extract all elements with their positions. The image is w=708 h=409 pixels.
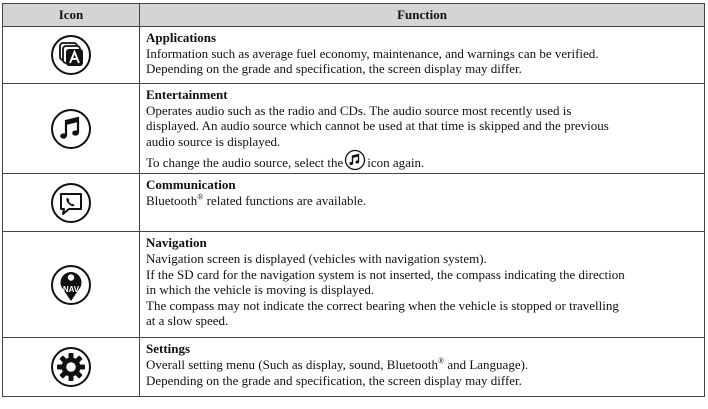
settings-icon — [49, 345, 93, 389]
row-title: Navigation — [146, 235, 207, 251]
row-text: in which the vehicle is moving is displayed. — [146, 282, 375, 298]
inline-text-before: To change the audio source, select the — [146, 155, 344, 171]
nav-icon-label: NAV — [62, 284, 80, 294]
icon-cell — [3, 338, 140, 397]
header-function: Function — [140, 4, 705, 27]
function-cell — [140, 338, 705, 397]
function-cell — [140, 84, 705, 174]
communication-icon — [49, 181, 93, 225]
table-row — [3, 338, 705, 397]
icon-cell — [3, 174, 140, 232]
applications-icon — [49, 33, 93, 77]
registered-mark: ® — [197, 192, 204, 202]
header-icon: Icon — [3, 4, 140, 27]
entertainment-icon — [49, 107, 93, 151]
table-row — [3, 84, 705, 174]
navigation-icon — [49, 263, 93, 307]
row-text: Operates audio such as the radio and CDs. The audio source most recently used is — [146, 102, 572, 118]
bluetooth-word: Bluetooth — [146, 192, 198, 208]
function-cell — [140, 27, 705, 84]
registered-mark: ® — [437, 356, 445, 366]
row-text: at a slow speed. — [146, 313, 229, 329]
function-cell — [140, 174, 705, 232]
row-text: displayed. An audio source which cannot be used at that time is skipped and the previous — [146, 118, 609, 134]
function-table — [2, 3, 705, 397]
row-text-part: Overall setting menu (Such as display, sound, Bluetooth — [146, 356, 438, 372]
icon-cell — [3, 27, 140, 84]
icon-cell — [3, 232, 140, 338]
icon-cell — [3, 84, 140, 174]
row-text: Depending on the grade and specification, the screen display may differ. — [146, 61, 522, 77]
row-text: If the SD card for the navigation system is not inserted, the compass indicating the direction — [146, 266, 625, 282]
row-text-part: and Language). — [444, 356, 529, 372]
table-row — [3, 27, 705, 84]
row-title: Applications — [146, 30, 217, 45]
row-text: Depending on the grade and specification, the screen display may differ. — [146, 372, 522, 388]
table-header-row — [3, 4, 705, 27]
row-title: Entertainment — [146, 87, 228, 102]
table-row — [3, 232, 705, 338]
row-title: Settings — [146, 341, 191, 357]
row-text-rest: related functions are available. — [203, 192, 367, 208]
row-title: Communication — [146, 177, 236, 193]
function-cell — [140, 232, 705, 338]
row-text: audio source is displayed. — [146, 133, 281, 149]
row-text-inline — [146, 149, 696, 171]
music-note-icon — [344, 149, 366, 171]
row-text: The compass may not indicate the correct bearing when the vehicle is stopped or travelling — [146, 297, 619, 313]
row-text — [146, 357, 696, 373]
inline-text-after: icon again. — [367, 155, 425, 171]
row-text — [146, 193, 696, 209]
row-text: Information such as average fuel economy, maintenance, and warnings can be verified. — [146, 45, 599, 61]
row-text: Navigation screen is displayed (vehicles with navigation system). — [146, 250, 487, 266]
table-row — [3, 174, 705, 232]
